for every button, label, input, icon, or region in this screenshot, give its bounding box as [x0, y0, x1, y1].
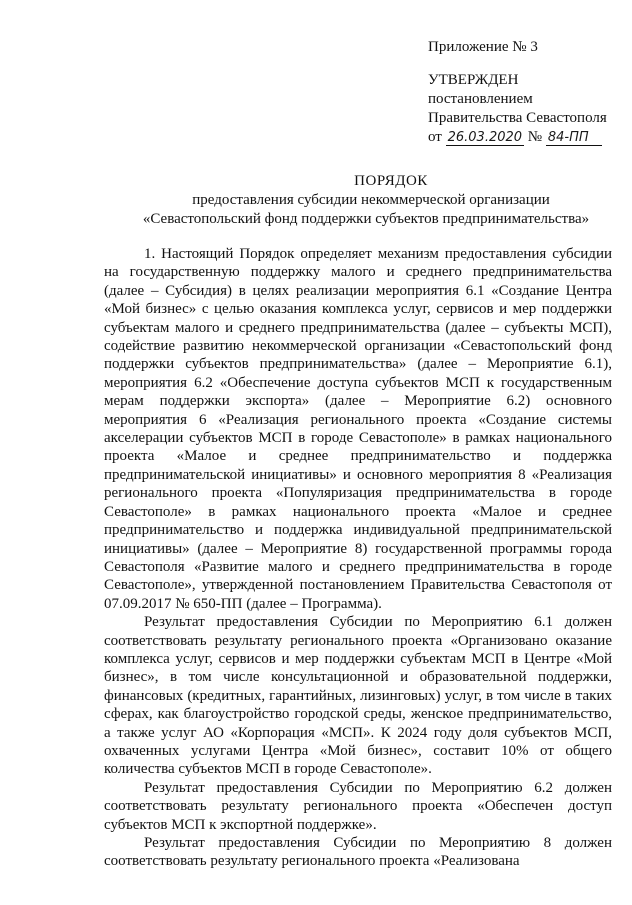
number-label: №: [527, 129, 543, 145]
document-title: ПОРЯДОК: [354, 173, 428, 189]
document-title-block: [0, 172, 632, 229]
paragraph-3: Результат предоставления Субсидии по Мероприятию 6.2 должен соответствовать результату регионального проекта «Обеспечен доступ субъектов МСП к экспортной поддержке».: [104, 779, 612, 833]
handwritten-date: 26.03.2020: [447, 130, 523, 145]
approved-label: УТВЕРЖДЕН: [428, 72, 519, 88]
appendix-number: Приложение № 3: [428, 39, 538, 55]
approving-authority: Правительства Севастополя: [428, 110, 607, 126]
document-body: [104, 245, 612, 871]
approval-date-line: [428, 128, 628, 147]
document-subtitle-line-2: «Севастопольский фонд поддержки субъектов предпринимательства»: [142, 211, 590, 227]
paragraph-4: Результат предоставления Субсидии по Мероприятию 8 должен соответствовать результату регионального проекта «Реализована: [104, 835, 612, 870]
paragraph-1: 1. Настоящий Порядок определяет механизм предоставления субсидии на государственную поддержку малого и среднего предпринимательства (далее – Субсидия) в целях реализации мероприятия 6.1 «Создание Центра «Мой бизнес» с целью оказания комплекса услуг, сервисов и мер поддержки субъектам малого и среднего предпринимательства (далее – субъекты МСП), содействие развитию некоммерческой организации «Севастопольский фонд поддержки субъектов предпринимательства» (далее – Мероприятие 6.1), мероприятия 6.2 «Обеспечение доступа субъектов МСП к государственным мерам поддержки экспорта» (далее – Мероприятие 6.2) основного мероприятия 6 «Реализация регионального проекта «Создание системы акселерации субъектов МСП в городе Севастополе» в рамках национального проекта «Малое и среднее предпринимательство и поддержка предпринимательской инициативы» и основного мероприятия 8 «Реализация регионального проекта «Популяризация предпринимательства в городе Севастополе» в рамках национального проекта «Малое и среднее предпринимательство и поддержка индивидуальной предпринимательской инициативы» (далее – Мероприятие 8) государственной программы города Севастополя «Развитие малого и среднего предпринимательства в городе Севастополе», утвержденной постановлением Правительства Севастополя от 07.09.2017 № 650-ПП (далее – Программа).: [104, 246, 612, 612]
handwritten-number: 84-ПП: [546, 130, 602, 146]
document-subtitle-line-1: предоставления субсидии некоммерческой организации: [192, 192, 550, 208]
from-label: от: [428, 129, 442, 145]
paragraph-2: Результат предоставления Субсидии по Мероприятию 6.1 должен соответствовать результату регионального проекта «Организовано оказание комплекса услуг, сервисов и мер поддержки субъектам МСП в Центре «Мой бизнес», в том числе консультационной и образовательной поддержки, финансовых (кредитных, гарантийных, лизинговых) услуг, в том числе в таких сферах, как благоустройство городской среды, женское предпринимательство, а также услуг АО «Корпорация «МСП». К 2024 году доля субъектов МСП, охваченных услугами Центра «Мой бизнес», составит 10% от общего количества субъектов МСП в городе Севастополе».: [104, 614, 612, 778]
approved-by: постановлением: [428, 91, 533, 107]
approval-stamp: [428, 38, 628, 147]
